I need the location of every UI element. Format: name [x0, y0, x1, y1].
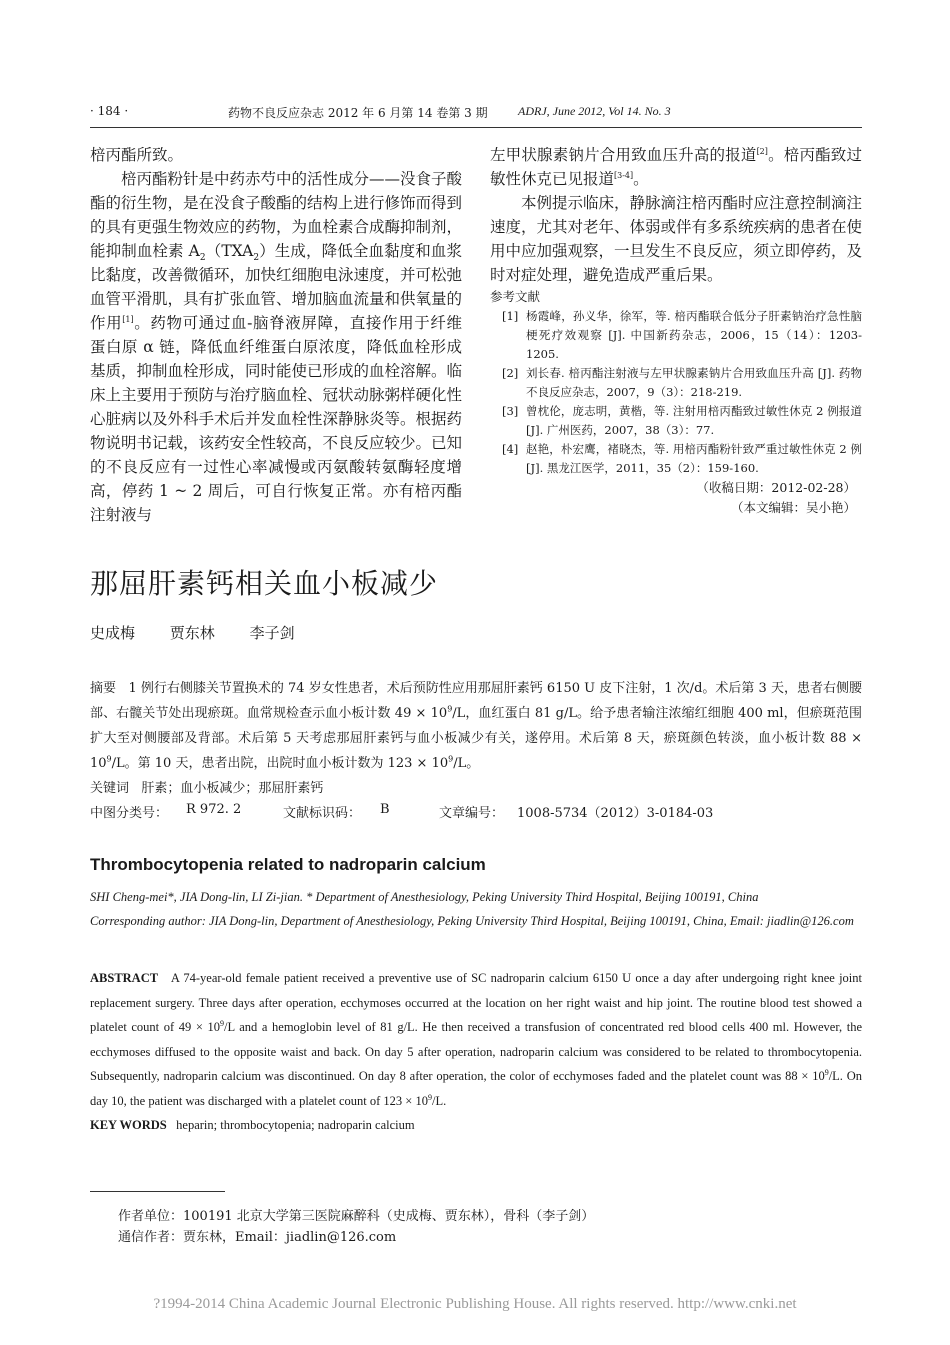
reference-item: [2] 刘长春. 棓丙酯注射液与左甲状腺素钠片合用致血压升高 [J]. 药物不良反应杂志，2007，9（3）：218-219. — [502, 366, 862, 399]
header-rule — [90, 127, 862, 128]
paragraph: 左甲状腺素钠片合用致血压升高的报道[2]。棓丙酯致过敏性休克已见报道[3-4]。 — [490, 146, 862, 188]
author: 贾东林 — [169, 624, 215, 642]
article-title: 那屈肝素钙相关血小板减少 — [90, 567, 439, 600]
citation-ref[interactable]: [1] — [122, 314, 134, 324]
abstract-label: 摘要 — [90, 681, 117, 696]
paragraph: 棓丙酯粉针是中药赤芍中的活性成分——没食子酸酯的衍生物，是在没食子酸酯的结构上进行修饰而得到的具有更强生物效应的药物，为血栓素合成酶抑制剂，能抑制血栓素 $A_2(TXA_2)$生成，降低全血黏度和血浆比黏度，改善微循环，加快红细胞电泳速度，并可松弛血管平滑肌，具有扩张血管、增加脑血流量和供氧量的作用[1]。药物可通过血-脑脊液屏障，直接作用于纤维蛋白原 α 链，降低血纤维蛋白原浓度，降低血栓形成基质，抑制血栓形成，同时能使已形成的血栓溶解。临床上主要用于预防与治疗脑血栓、冠状动脉粥样硬化性心脏病以及外科手术后并发血栓性深静脉炎等。根据药物说明书记载，该药安全性较高，不良反应较少。已知的不良反应有一过性心率减慢或丙氨酸转氨酶轻度增高，停药 1 ~ 2 周后，可自行恢复正常。亦有棓丙酯注射液与 — [90, 170, 463, 524]
author-list — [90, 622, 311, 643]
editor-note: （本文编辑：吴小艳） — [730, 500, 856, 515]
english-affiliation: SHI Cheng-mei*, JIA Dong-lin, LI Zi-jian. * Department of Anesthesiology, Peking University Third Hospital, Beijing 100191, China Corresponding author: JIA Dong-lin, Department of Anesthesiology, Peking University Third Hospital, Beijing 100191, China, Email: jiadlin@126.com — [90, 890, 854, 928]
keywords-en: KEY WORDS heparin; thrombocytopenia; nadroparin calcium — [90, 1118, 415, 1132]
footnote-rule — [90, 1191, 225, 1192]
abstract-label-en: ABSTRACT — [90, 971, 159, 985]
english-abstract: ABSTRACT A 74-year-old female patient received a preventive use of SC nadroparin calcium 6150 U once a day after undergoing right knee joint replacement surgery. Three days after operation, ecchymoses occurred at the location on her right waist and hip joint. The routine blood test showed a platelet count of $49 \times 10^9/L$ and a hemoglobin level of 81 g/L. He then received a transfusion of concentrated red blood cells 400 ml. However, the ecchymoses diffused to the opposite waist and back. On day 5 after operation, nadroparin calcium was considered to be related to thrombocytopenia. Subsequently, nadroparin calcium was discontinued. On day 8 after operation, the color of ecchymoses faded and the platelet count was $88 \times 10^9/L$. On day 10, the patient was discharged with a platelet count of $123 \times 10^9/L$. KEY WORDS heparin; thrombocytopenia; nadroparin calcium — [90, 966, 862, 1138]
journal-name-cn: 药物不良反应杂志 2012 年 6 月第 14 卷第 3 期 — [228, 106, 488, 120]
paragraph: 本例提示临床，静脉滴注棓丙酯时应注意控制滴注速度，尤其对老年、体弱或伴有多系统疾病的患者在使用中应加强观察，一旦发生不良反应，须立即停药，及时对症处理，避免造成严重后果。 — [490, 194, 863, 284]
reference-item: [4] 赵艳，朴宏鹰，褚晓杰，等. 用棓丙酯粉针致严重过敏性休克 2 例 [J]. 黑龙江医学，2011，35（2）：159-160. — [502, 442, 862, 475]
received-date: （收稿日期：2012-02-28） — [696, 480, 856, 495]
references-heading: 参考文献 — [490, 289, 541, 304]
keywords-cn: 关键词 肝素；血小板减少；那屈肝素钙 — [90, 781, 324, 796]
reference-item: [1] 杨霞峰，孙义华，徐军，等. 棓丙酯联合低分子肝素钠治疗急性脑梗死疗效观察 [J]. 中国新药杂志，2006，15（14）：1203-1205. — [502, 309, 862, 361]
running-header — [90, 104, 862, 124]
footnote: 作者单位：100191 北京大学第三医院麻醉科（史成梅、贾东林），骨科（李子剑） 通信作者：贾东林，Email：jiadlin@126.com — [118, 1209, 595, 1245]
right-column — [490, 143, 862, 518]
journal-name-en: ADRJ, June 2012, Vol 14. No. 3 — [518, 104, 671, 118]
english-title: Thrombocytopenia related to nadroparin calcium — [90, 855, 486, 874]
left-column — [90, 143, 462, 527]
author: 李子剑 — [249, 624, 295, 642]
copyright-watermark: ?1994-2014 China Academic Journal Electronic Publishing House. All rights reserved. http://www.cnki.net — [153, 1296, 797, 1312]
citation-ref[interactable]: [3-4] — [614, 170, 634, 180]
author: 史成梅 — [90, 624, 136, 642]
abstract-cn: 摘要 1 例行右侧膝关节置换术的 74 岁女性患者，术后预防性应用那屈肝素钙 6150 U 皮下注射，1 次/d。术后第 3 天，患者右侧腰部、右髋关节处出现瘀斑。血常规检查示血小板计数 $49 \times 10^9/L$，血红蛋白 81 g/L。给予患者输注浓缩红细胞 400 ml，但瘀斑范围扩大至对侧腰部及背部。术后第 5 天考虑那屈肝素钙与血小板减少有关，遂停用。术后第 8 天，瘀斑颜色转淡，血小板计数 $88 \times 10^9/L$。第 10 天，患者出院，出院时血小板计数为 $123 \times 10^9/L$。 关键词 肝素；血小板减少；那屈肝素钙 — [90, 676, 862, 801]
reference-item: [3] 曾枕伦，庞志明，黄楷，等. 注射用棓丙酯致过敏性休克 2 例报道 [J]. 广州医药，2007，38（3）：77. — [502, 404, 862, 437]
page-number: · 184 · — [90, 104, 129, 118]
paragraph: 棓丙酯所致。 — [90, 146, 184, 164]
reference-list — [490, 307, 862, 478]
citation-ref[interactable]: [2] — [756, 146, 768, 156]
